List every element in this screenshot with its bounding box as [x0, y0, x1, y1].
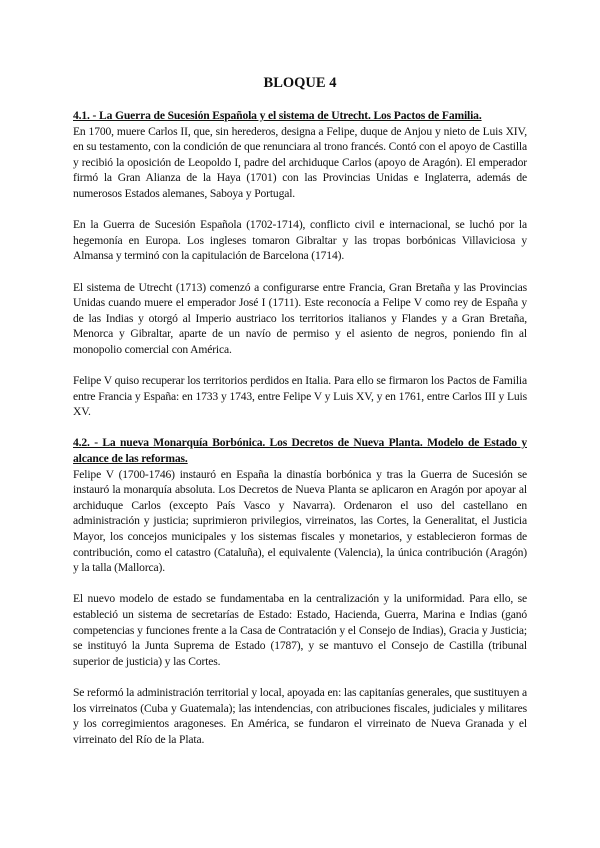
page-title: BLOQUE 4	[263, 75, 337, 91]
paragraph: Felipe V (1700-1746) instauró en España la dinastía borbónica y tras la Guerra de Sucesión se instauró la monarquía absoluta. Los Decretos de Nueva Planta se aplicaron en Aragón por apoyar al archiduque Carlos (excepto País Vasco y Navarra). Ordenaron el uso del castellano en administración y justicia; suprimieron privilegios, virreinatos, las Cortes, la Generalitat, el Justicia Mayor, los concejos municipales y los sistemas fiscales y monetarios, y establecieron formas de contribución, como el catastro (Cataluña), el equivalente (Valencia), la única contribución (Aragón) y la talla (Mallorca).	[73, 467, 527, 575]
paragraph: El sistema de Utrecht (1713) comenzó a configurarse entre Francia, Gran Bretaña y las Provincias Unidas cuando muere el emperador José I (1711). Este reconocía a Felipe V como rey de España y de las Indias y otorgó al Imperio austriaco los territorios italianos y Flandes y a Gran Bretaña, Menorca y Gibraltar, aparte de un navío de permiso y el asiento de negros, poniendo fin al monopolio comercial con América.	[73, 280, 527, 356]
section-heading: 4.2. - La nueva Monarquía Borbónica. Los Decretos de Nueva Planta. Modelo de Estado y alcance de las reformas.	[73, 436, 527, 466]
paragraph: El nuevo modelo de estado se fundamentaba en la centralización y la uniformidad. Para ello, se estableció un sistema de secretarías de Estado: Estado, Hacienda, Guerra, Marina e Indias (ganó competencias y funciones frente a la Casa de Contratación y el Consejo de Indias), Gracia y Justicia; se instituyó la Junta Suprema de Estado (1787), y se mantuvo el Consejo de Castilla (tribunal superior de justicia) y las Cortes.	[73, 592, 527, 668]
paragraph: En 1700, muere Carlos II, que, sin herederos, designa a Felipe, duque de Anjou y nieto de Luis XIV, en su testamento, con la condición de que renunciara al trono francés. Contó con el apoyo de Castilla y recibió la oposición de Leopoldo I, padre del archiduque Carlos (apoyo de Aragón). El emperador firmó la Gran Alianza de la Haya (1701) con las Provincias Unidas e Inglaterra, además de numerosos Estados alemanes, Saboya y Portugal.	[73, 124, 527, 200]
paragraph: Se reformó la administración territorial y local, apoyada en: las capitanías generales, que sustituyen a los virreinatos (Cuba y Guatemala); las intendencias, con atribuciones fiscales, judiciales y militares y los corregimientos aragoneses. En América, se fundaron el virreinato de Nueva Granada y el virreinato del Río de la Plata.	[73, 685, 527, 746]
paragraph: Felipe V quiso recuperar los territorios perdidos en Italia. Para ello se firmaron los Pactos de Familia entre Francia y España: en 1733 y 1743, entre Felipe V y Luis XV, y en 1761, entre Carlos III y Luis XV.	[73, 374, 527, 419]
paragraph: En la Guerra de Sucesión Española (1702-1714), conflicto civil e internacional, se luchó por la hegemonía en Europa. Los ingleses tomaron Gibraltar y las tropas borbónicas Villaviciosa y Almansa y terminó con la capitulación de Barcelona (1714).	[73, 218, 527, 263]
document-body	[73, 108, 527, 763]
section-heading: 4.1. - La Guerra de Sucesión Española y el sistema de Utrecht. Los Pactos de Familia.	[73, 109, 482, 122]
